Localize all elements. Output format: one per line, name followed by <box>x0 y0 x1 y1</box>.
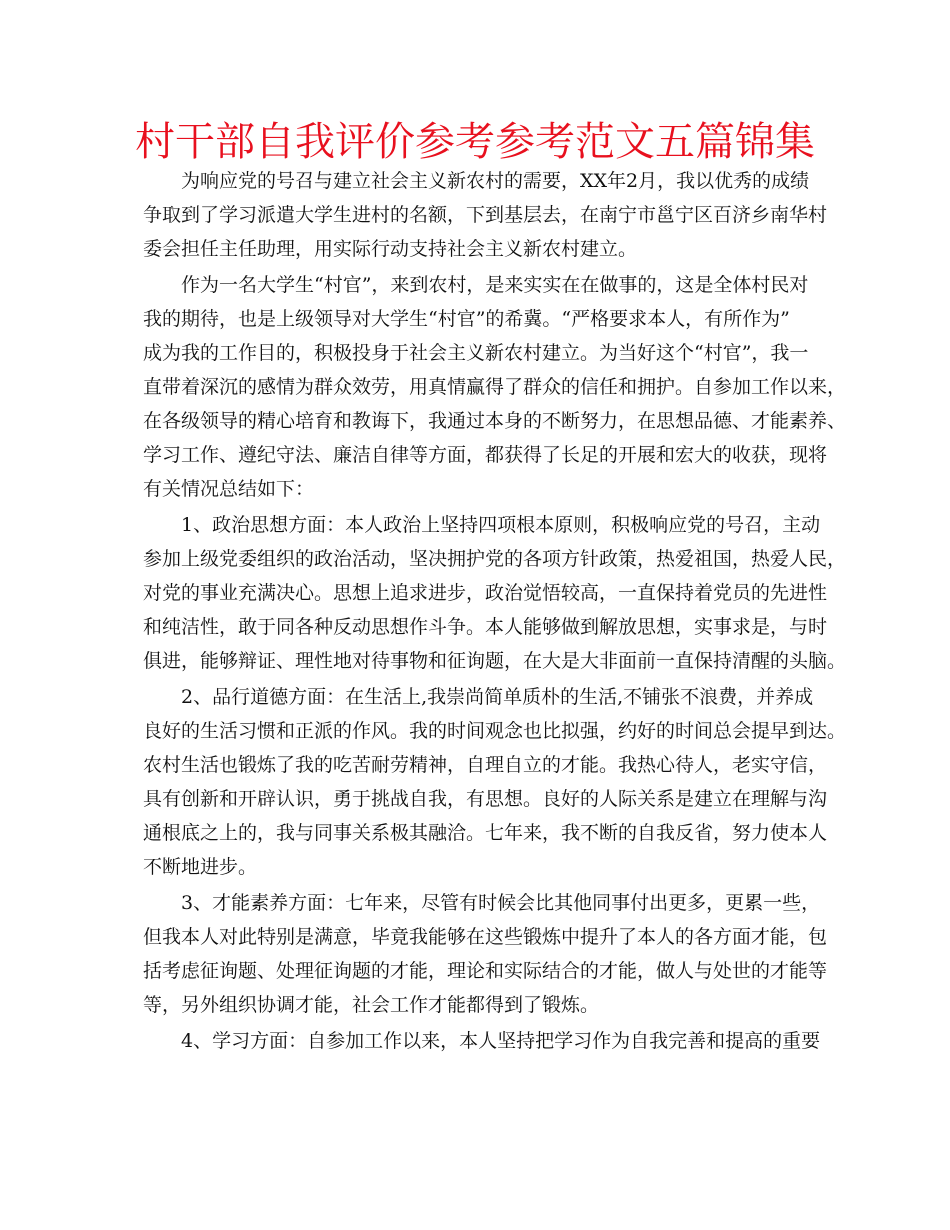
paragraph-line: 具有创新和开辟认识，勇于挑战自我，有思想。良好的人际关系是建立在理解与沟 <box>143 788 828 810</box>
paragraph-line: 不断地进步。 <box>143 856 258 878</box>
document-title: 村干部自我评价参考参考范文五篇锦集 <box>135 119 815 165</box>
paragraph-line: 成为我的工作目的，积极投身于社会主义新农村建立。为当好这个“村官”，我一 <box>143 342 809 364</box>
paragraph-line: 我的期待，也是上级领导对大学生“村官”的希冀。“严格要求本人，有所作为” <box>143 308 790 330</box>
paragraph-line: 有关情况总结如下： <box>143 478 315 500</box>
paragraph-line: 和纯洁性，敢于同各种反动思想作斗争。本人能够做到解放思想，实事求是，与时 <box>143 616 828 638</box>
paragraph-line: 农村生活也锻炼了我的吃苦耐劳精神，自理自立的才能。我热心待人，老实守信， <box>143 754 828 776</box>
paragraph-line: 对党的事业充满决心。思想上追求进步，政治觉悟较高，一直保持着党员的先进性 <box>143 582 828 604</box>
paragraph-line: 为响应党的号召与建立社会主义新农村的需要，XX年2月，我以优秀的成绩 <box>181 170 810 192</box>
paragraph-line: 括考虑征询题、处理征询题的才能，理论和实际结合的才能，做人与处世的才能等 <box>143 960 828 982</box>
paragraph-line: 作为一名大学生“村官”，来到农村，是来实实在在做事的，这是全体村民对 <box>181 274 809 296</box>
paragraph-line: 俱进，能够辩证、理性地对待事物和征询题，在大是大非面前一直保持清醒的头脑。 <box>143 650 847 672</box>
paragraph-line: 委会担任主任助理，用实际行动支持社会主义新农村建立。 <box>143 238 638 260</box>
paragraph-line: 等，另外组织协调才能，社会工作才能都得到了锻炼。 <box>143 994 600 1016</box>
paragraph-line: 参加上级党委组织的政治活动，坚决拥护党的各项方针政策，热爱祖国，热爱人民， <box>143 548 847 570</box>
paragraph-line: 学习工作、遵纪守法、廉洁自律等方面，都获得了长足的开展和宏大的收获，现将 <box>143 444 828 466</box>
paragraph-line: 4、学习方面：自参加工作以来，本人坚持把学习作为自我完善和提高的重要 <box>181 1030 821 1052</box>
paragraph-line: 通根底之上的，我与同事关系极其融洽。七年来，我不断的自我反省，努力使本人 <box>143 822 828 844</box>
paragraph-line: 2、品行道德方面：在生活上,我崇尚简单质朴的生活,不铺张不浪费，并养成 <box>181 686 814 708</box>
document-body <box>143 164 847 1058</box>
paragraph-line: 3、才能素养方面：七年来，尽管有时候会比其他同事付出更多，更累一些， <box>181 892 821 914</box>
paragraph-line: 1、政治思想方面：本人政治上坚持四项根本原则，积极响应党的号召，主动 <box>181 514 821 536</box>
paragraph-line: 良好的生活习惯和正派的作风。我的时间观念也比拟强，约好的时间总会提早到达。 <box>143 720 847 742</box>
paragraph-line: 直带着深沉的感情为群众效劳，用真情赢得了群众的信任和拥护。自参加工作以来， <box>143 376 847 398</box>
paragraph-line: 在各级领导的精心培育和教诲下，我通过本身的不断努力，在思想品德、才能素养、 <box>143 410 847 432</box>
paragraph-line: 但我本人对此特别是满意，毕竟我能够在这些锻炼中提升了本人的各方面才能，包 <box>143 926 828 948</box>
paragraph-line: 争取到了学习派遣大学生进村的名额，下到基层去，在南宁市邕宁区百济乡南华村 <box>143 204 828 226</box>
